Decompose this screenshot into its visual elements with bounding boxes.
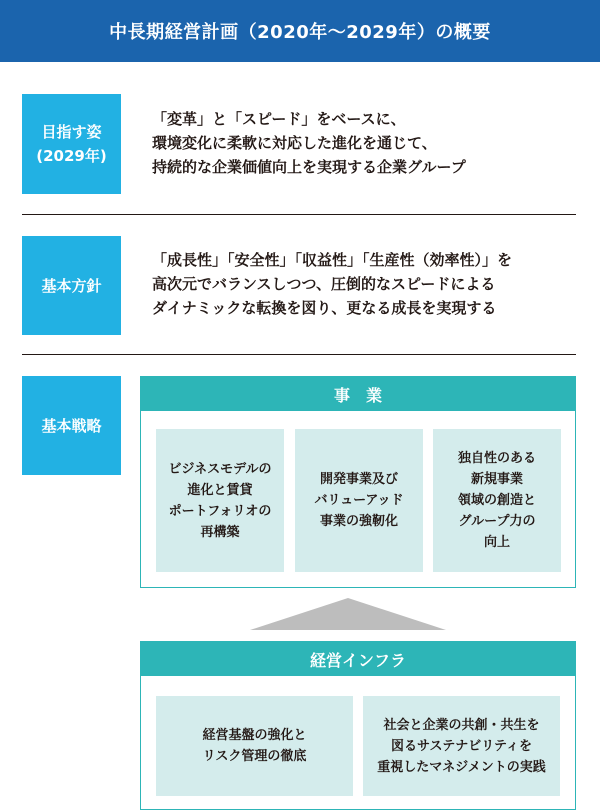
business-card-2 xyxy=(295,429,423,572)
vision-label xyxy=(22,94,121,194)
card-line: 経営基盤の強化と xyxy=(202,728,307,743)
infra-card-1 xyxy=(156,696,353,796)
page-title: 中長期経営計画（2020年〜2029年）の概要 xyxy=(0,0,600,62)
card-line: 社会と企業の共創・共生を xyxy=(383,717,540,733)
vision-label-line: (2029年) xyxy=(36,147,107,165)
policy-label-text: 基本方針 xyxy=(41,276,102,295)
policy-text xyxy=(152,248,582,320)
divider xyxy=(22,214,576,215)
card-line: 重視したマネジメントの実践 xyxy=(377,759,546,775)
business-frame xyxy=(140,376,576,588)
card-line: 再構築 xyxy=(200,524,240,540)
vision-text-line: 環境変化に柔軟に対応した進化を通じて、 xyxy=(152,134,437,152)
up-arrow-icon xyxy=(250,598,446,630)
card-line: 領域の創造と xyxy=(457,493,536,508)
card-line: 新規事業 xyxy=(470,472,523,487)
infra-title: 経営インフラ xyxy=(141,642,575,676)
divider xyxy=(22,354,576,355)
card-line: バリューアッド xyxy=(314,493,404,508)
vision-text xyxy=(152,107,582,179)
business-card-1 xyxy=(156,429,284,572)
infra-card-2 xyxy=(363,696,560,796)
vision-text-line: 持続的な企業価値向上を実現する企業グループ xyxy=(152,158,466,176)
card-line: グループ力の xyxy=(458,514,536,529)
card-line: 図るサステナビリティを xyxy=(391,738,532,754)
vision-label-line: 目指す姿 xyxy=(41,123,102,141)
infra-frame xyxy=(140,641,576,810)
card-line: リスク管理の徹底 xyxy=(202,749,307,764)
strategy-label-text: 基本戦略 xyxy=(41,416,102,435)
card-line: 進化と賃貸 xyxy=(187,482,253,498)
policy-text-line: 「成長性」「安全性」「収益性」「生産性（効率性）」を xyxy=(152,251,513,269)
policy-label xyxy=(22,236,121,335)
policy-text-line: ダイナミックな転換を図り、更なる成長を実現する xyxy=(152,299,497,317)
card-line: 向上 xyxy=(483,535,510,550)
strategy-label xyxy=(22,376,121,475)
vision-text-line: 「変革」と「スピード」をベースに、 xyxy=(152,110,406,128)
business-card-3 xyxy=(433,429,561,572)
card-line: 事業の強靭化 xyxy=(319,514,398,529)
card-line: ビジネスモデルの xyxy=(168,461,272,477)
business-title: 事 業 xyxy=(141,377,575,411)
card-line: ポートフォリオの xyxy=(168,503,272,519)
policy-text-line: 高次元でバランスしつつ、圧倒的なスピードによる xyxy=(152,275,496,293)
card-line: 独自性のある xyxy=(457,451,536,466)
card-line: 開発事業及び xyxy=(319,472,398,487)
